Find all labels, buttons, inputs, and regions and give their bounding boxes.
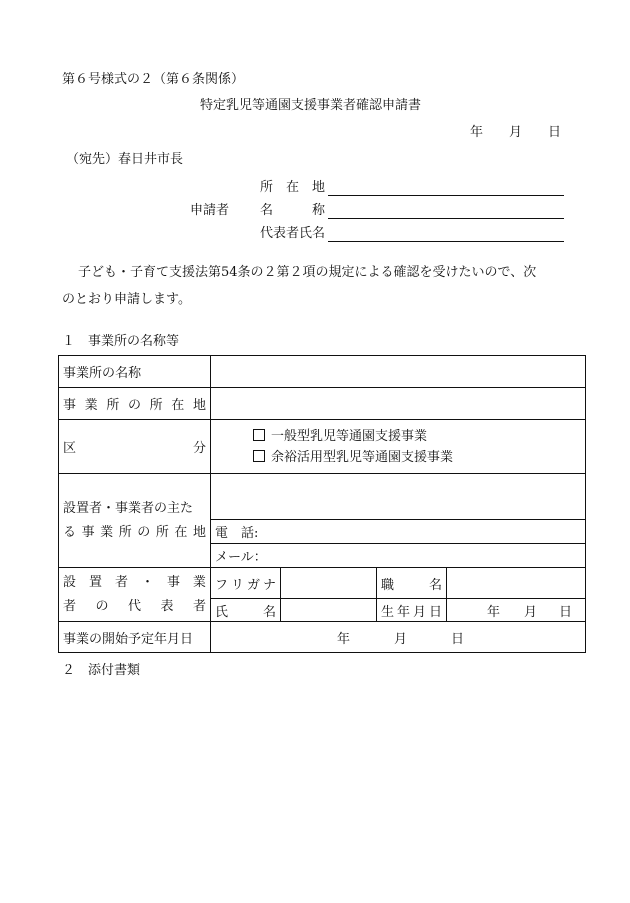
body-text-line1: 子ども・子育て支援法第54条の２第２項の規定による確認を受けたいので、次 bbox=[78, 265, 537, 280]
section1-title: １ 事業所の名称等 bbox=[62, 334, 180, 349]
facility-name-cell[interactable] bbox=[211, 356, 586, 388]
category-option-surplus[interactable]: 余裕活用型乳児等通園支援事業 bbox=[253, 447, 581, 468]
birthdate-value[interactable]: 年 月 日 bbox=[447, 599, 586, 622]
table-row bbox=[59, 622, 586, 653]
representative-line[interactable] bbox=[328, 241, 564, 242]
category-option-general[interactable]: 一般型乳児等通園支援事業 bbox=[253, 426, 581, 447]
form-number: 第６号様式の２（第６条関係） bbox=[62, 72, 245, 87]
shimei-label bbox=[211, 599, 281, 622]
row-label-name bbox=[59, 356, 211, 388]
phone-cell[interactable]: 電 話: bbox=[211, 520, 586, 544]
row-label-category: 区 分 bbox=[59, 420, 211, 474]
addressee: （宛先）春日井市長 bbox=[66, 152, 184, 167]
row-label-founder-address: 設置者・事業者の主た る 事 業 所 の 所 在 地 bbox=[59, 474, 211, 568]
spread-text: 事 業 所 の 所 在 地 bbox=[63, 398, 206, 413]
start-date-label: 事業の開始予定年月日 bbox=[59, 622, 211, 653]
table-row bbox=[59, 356, 586, 388]
spread-text: 職 名 bbox=[381, 577, 442, 593]
facility-table bbox=[58, 355, 586, 653]
category-cell bbox=[211, 420, 586, 474]
founder-address-cell[interactable] bbox=[211, 474, 586, 520]
applicant-label: 申請者 bbox=[190, 203, 230, 218]
address-label: 所 在 地 bbox=[260, 180, 326, 195]
body-text-line2: のとおり申請します。 bbox=[62, 292, 191, 307]
date-day: 日 bbox=[548, 125, 562, 140]
date-year: 年 bbox=[470, 125, 484, 140]
table-row bbox=[59, 388, 586, 420]
start-date-value[interactable]: 年 月 日 bbox=[211, 622, 586, 653]
section2-title: ２ 添付書類 bbox=[62, 663, 141, 678]
position-label bbox=[377, 568, 447, 599]
table-row bbox=[59, 568, 586, 599]
representative-label: 代表者氏名 bbox=[260, 226, 326, 241]
spread-text: 生 年 月 日 bbox=[381, 604, 442, 620]
position-value[interactable] bbox=[447, 568, 586, 599]
document-title: 特定乳児等通園支援事業者確認申請書 bbox=[200, 98, 422, 113]
email-cell[interactable]: メール： bbox=[211, 544, 586, 568]
spread-text bbox=[63, 362, 206, 381]
date-month: 月 bbox=[509, 125, 523, 140]
checkbox-icon[interactable] bbox=[253, 450, 265, 462]
facility-location-cell[interactable] bbox=[211, 388, 586, 420]
furigana-value[interactable] bbox=[281, 568, 377, 599]
spread-text: 事 業 所 の 名 称 bbox=[63, 366, 142, 381]
spread-text: 氏 名 bbox=[215, 604, 276, 620]
shimei-value[interactable] bbox=[281, 599, 377, 622]
table-row bbox=[59, 474, 586, 520]
checkbox-icon[interactable] bbox=[253, 429, 265, 441]
furigana-label bbox=[211, 568, 281, 599]
address-line[interactable] bbox=[328, 195, 564, 196]
name-label: 名 称 bbox=[260, 203, 326, 218]
name-line[interactable] bbox=[328, 218, 564, 219]
row-label-location bbox=[59, 388, 211, 420]
table-row bbox=[59, 420, 586, 474]
row-label-representative: 設 置 者 ・ 事 業 者 の 代 表 者 bbox=[59, 568, 211, 622]
birthdate-label bbox=[377, 599, 447, 622]
spread-text: フ リ ガ ナ bbox=[215, 577, 276, 593]
